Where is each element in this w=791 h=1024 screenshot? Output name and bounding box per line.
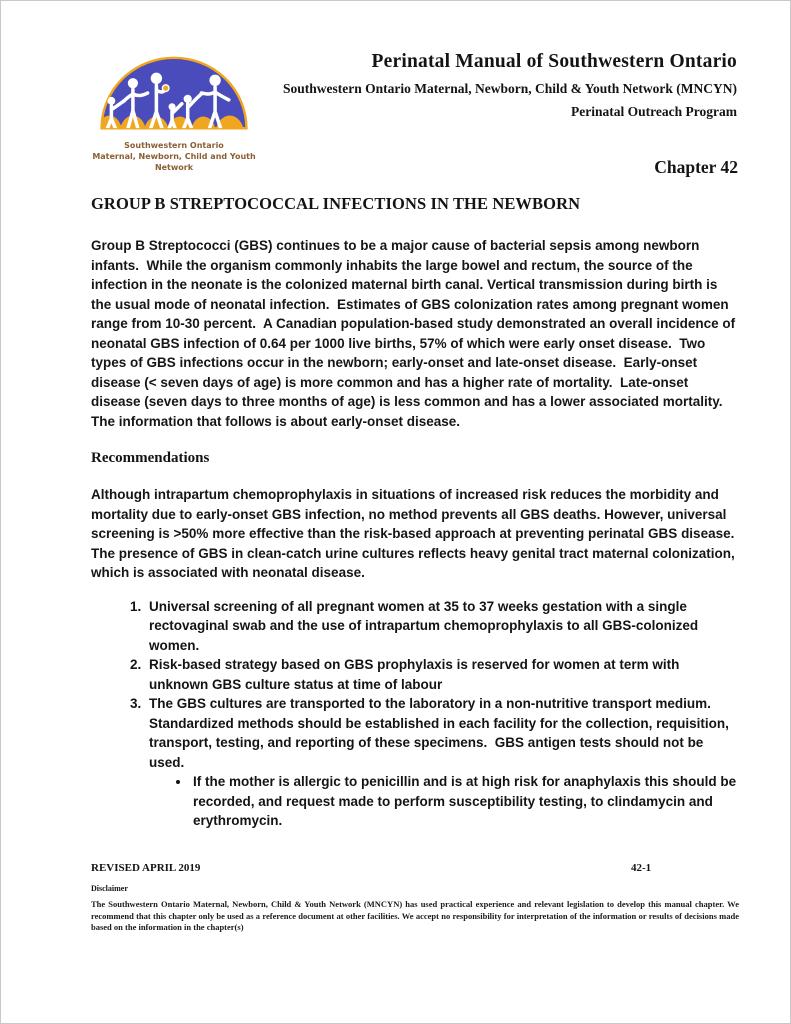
- network-subtitle: Southwestern Ontario Maternal, Newborn, Child & Youth Network (MNCYN): [283, 81, 737, 96]
- recommendations-paragraph: Although intrapartum chemoprophylaxis in situations of increased risk reduces the morbidity and mortality due to early-onset GBS infection, no method prevents all GBS deaths. However, universal screening is >50% more effective than the risk-based approach at preventing perinatal GBS disease. The presence of GBS in clean-catch urine cultures reflects heavy genital tract maternal colonization, which is associated with neonatal disease.: [91, 487, 746, 580]
- family-dome-logo-icon: [95, 49, 253, 139]
- page-number: 42-1: [631, 862, 652, 874]
- section-title: GROUP B STREPTOCOCCAL INFECTIONS IN THE NEWBORN: [91, 194, 581, 213]
- recommendations-list: [91, 597, 741, 773]
- intro-paragraph: Group B Streptococci (GBS) continues to be a major cause of bacterial sepsis among newborn infants. While the organism commonly inhabits the large bowel and rectum, the source of the infection in the neonate is the colonized maternal birth canal. Vertical transmission during birth is the usual mode of neonatal infection. Estimates of GBS colonization rates among pregnant women range from 10-30 percent. A Canadian population-based study demonstrated an overall incidence of neonatal GBS infection of 0.64 per 1000 live births, 57% of which were early onset disease. Two types of GBS infections occur in the newborn; early-onset and late-onset disease. Early-onset disease (< seven days of age) is more common and has a higher rate of mortality. Late-onset disease (seven days to three months of age) is less common and has a lower associated mortality. The information that follows is about early-onset disease.: [91, 238, 739, 429]
- document-body: [91, 194, 746, 831]
- list-item: 1. Universal screening of all pregnant women at 35 to 37 weeks gestation with a single rectovaginal swab and the use of intrapartum chemoprophylaxis to all GBS-colonized women.: [145, 597, 741, 656]
- chapter-label: Chapter 42: [654, 157, 738, 177]
- list-item: 3. The GBS cultures are transported to the laboratory in a non-nutritive transport medium. Standardized methods should be established in each facility for the collection, requisition, transport, testing, and reporting of these specimens. GBS antigen tests should not be used.: [145, 694, 741, 772]
- manual-title: Perinatal Manual of Southwestern Ontario: [371, 51, 737, 72]
- revised-date: REVISED APRIL 2019: [91, 862, 201, 874]
- header: [283, 51, 737, 120]
- disclaimer-label: Disclaimer: [91, 884, 128, 893]
- disclaimer-text: The Southwestern Ontario Maternal, Newborn, Child & Youth Network (MNCYN) has used practical experience and relevant legislation to develop this manual chapter. We recommend that this chapter only be used as a reference document at other facilities. We accept no responsibility for interpretation of the information or results of decisions made based on the information in the chapter(s): [91, 899, 739, 932]
- mncyn-logo: [91, 49, 257, 173]
- list-item: 2. Risk-based strategy based on GBS prophylaxis is reserved for women at term with unknown GBS culture status at time of labour: [145, 655, 741, 694]
- logo-caption-line2: Maternal, Newborn, Child and Youth Network: [92, 151, 256, 172]
- program-subtitle: Perinatal Outreach Program: [571, 104, 737, 119]
- penicillin-allergy-sublist: [91, 772, 741, 831]
- logo-caption-line1: Southwestern Ontario: [124, 141, 224, 150]
- list-item: • If the mother is allergic to penicillin and is at high risk for anaphylaxis this should be recorded, and request made to perform susceptibility testing, to clindamycin and erythromycin.: [191, 772, 741, 831]
- recommendations-heading: Recommendations: [91, 450, 210, 466]
